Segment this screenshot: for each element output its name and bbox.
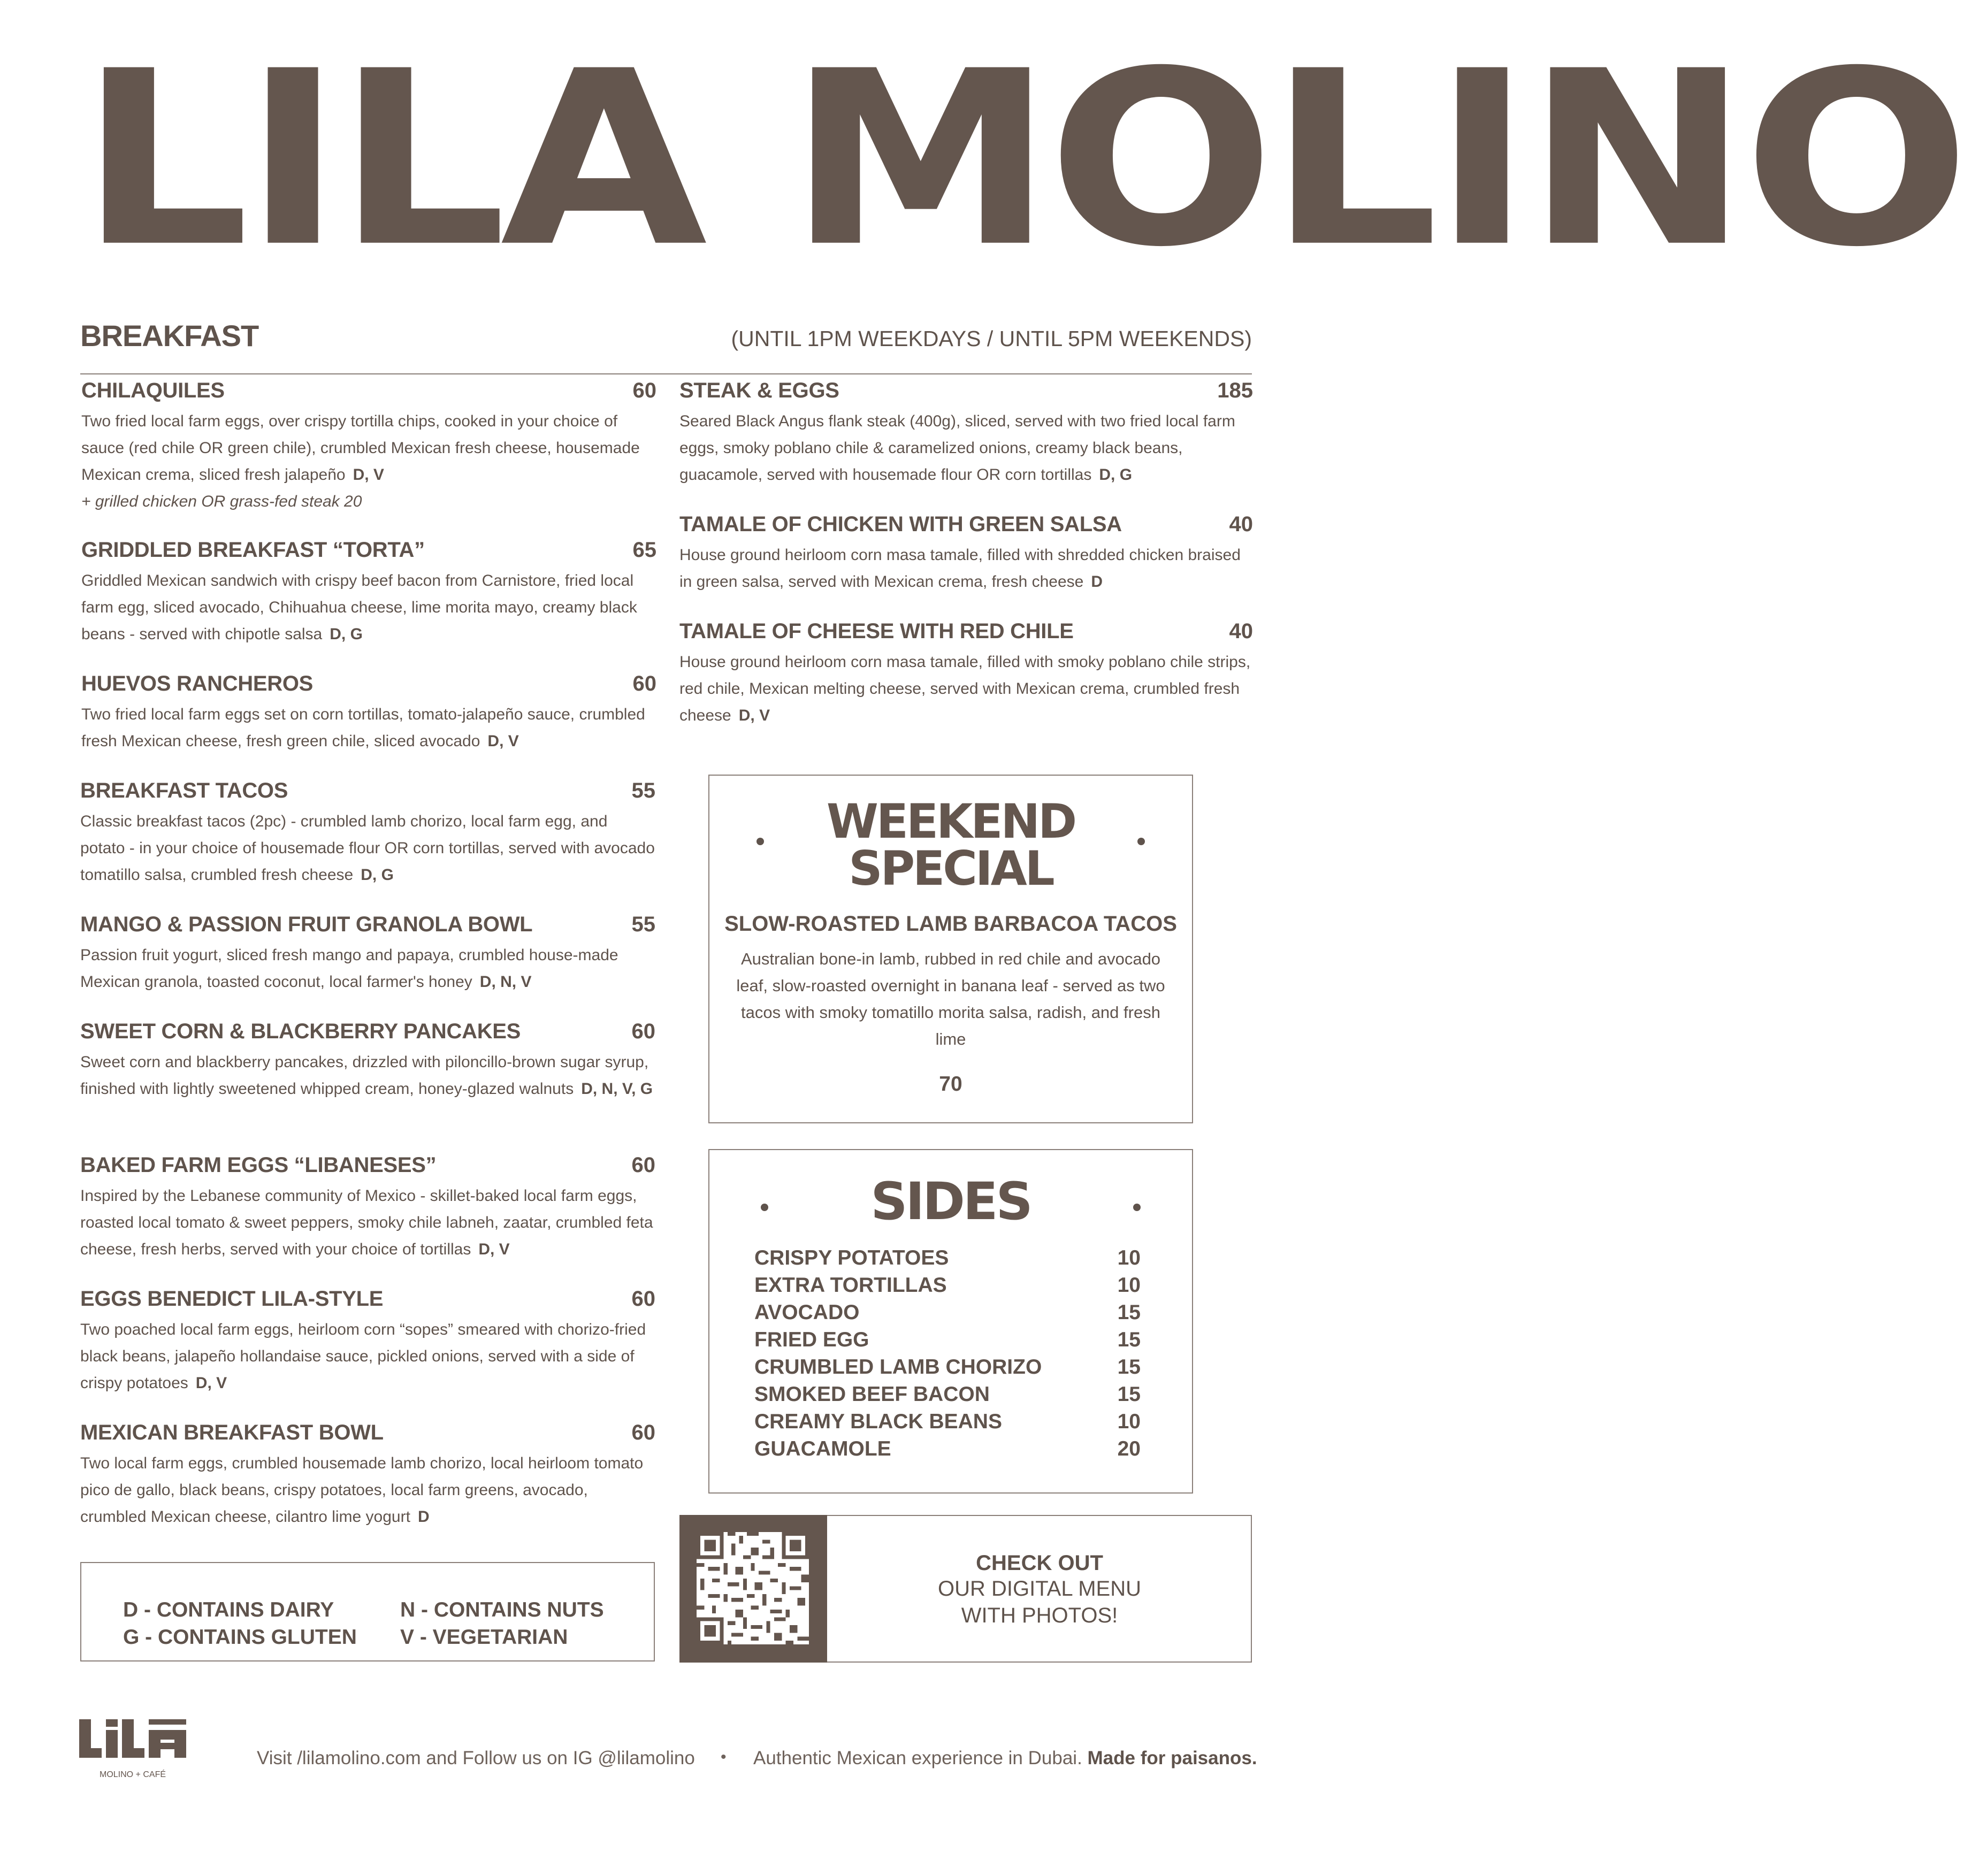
menu-item-name: BAKED FARM EGGS “LIBANESES”	[80, 1153, 437, 1177]
qr-code-icon[interactable]	[697, 1532, 809, 1644]
weekend-special-box	[708, 775, 1193, 1123]
menu-item-name: TAMALE OF CHEESE WITH RED CHILE	[679, 619, 1074, 643]
menu-item-price: 40	[1229, 512, 1253, 536]
menu-item	[80, 913, 655, 996]
header-divider	[80, 373, 1252, 374]
allergen-tags: D, N, V, G	[581, 1080, 653, 1098]
menu-item-price: 55	[631, 779, 655, 802]
menu-item-description: Sweet corn and blackberry pancakes, drizzled with piloncillo-brown sugar syrup, finished with lightly sweetened whipped cream, honey-glazed walnuts D, N, V, G	[80, 1053, 653, 1098]
logo-subtitle: MOLINO + CAFÉ	[99, 1770, 166, 1779]
digital-menu-line2: OUR DIGITAL MENU	[937, 1577, 1142, 1601]
menu-item-price: 60	[631, 1421, 655, 1444]
menu-item-description: Griddled Mexican sandwich with crispy beef bacon from Carnistore, fried local farm egg, sliced avocado, Chihuahua cheese, lime morita mayo, creamy black beans - served with chipotle salsa D, G	[81, 572, 637, 643]
weekend-special-description: Australian bone-in lamb, rubbed in red chile and avocado leaf, slow-roasted overnight in banana leaf - served as two tacos with smoky tomatillo morita salsa, radish, and fresh lime	[736, 950, 1165, 1048]
legend-dairy: D - CONTAINS DAIRY	[123, 1598, 334, 1621]
menu-item-name: MEXICAN BREAKFAST BOWL	[80, 1421, 384, 1444]
lila-logo-icon	[79, 1716, 186, 1785]
menu-item	[80, 1020, 655, 1102]
footer-visit-text[interactable]: Visit /lilamolino.com and Follow us on IG @lilamolino	[257, 1748, 695, 1768]
allergen-tags: D, G	[361, 866, 394, 884]
menu-item-price: 55	[631, 913, 655, 936]
menu-item	[679, 619, 1253, 729]
footer-tagline: Authentic Mexican experience in Dubai. Made for paisanos.	[753, 1748, 1257, 1768]
allergen-tags: D	[417, 1508, 430, 1526]
menu-item-description: Two local farm eggs, crumbled housemade lamb chorizo, local heirloom tomato pico de gallo, black beans, crispy potatoes, local farm greens, avocado, crumbled Mexican cheese, cilantro lime yogurt D	[80, 1454, 644, 1526]
footer-tagline-strong: Made for paisanos.	[1087, 1748, 1257, 1768]
digital-menu-block[interactable]	[679, 1515, 1252, 1663]
side-item: CRISPY POTATOES 10	[754, 1246, 1141, 1269]
menu-item-description: House ground heirloom corn masa tamale, filled with shredded chicken braised in green salsa, served with Mexican crema, fresh cheese D	[679, 546, 1241, 591]
side-item: SMOKED BEEF BACON 15	[754, 1383, 1141, 1406]
allergen-tags: D, V	[353, 466, 384, 484]
side-item: CREAMY BLACK BEANS 10	[754, 1410, 1141, 1433]
menu-item-price: 60	[632, 379, 656, 402]
menu-item-price: 60	[632, 672, 656, 695]
menu-item	[81, 672, 656, 755]
sides-list	[754, 1244, 1141, 1462]
menu-item-name: SWEET CORN & BLACKBERRY PANCAKES	[80, 1020, 521, 1043]
side-item: AVOCADO 15	[754, 1301, 1141, 1324]
menu-item	[81, 379, 656, 515]
menu-item-addon: + grilled chicken OR grass-fed steak 20	[81, 493, 362, 510]
allergen-tags: D, N, V	[479, 973, 532, 991]
menu-item-name: GRIDDLED BREAKFAST “TORTA”	[81, 538, 425, 562]
menu-item	[80, 1421, 655, 1530]
legend-nuts: N - CONTAINS NUTS	[400, 1598, 604, 1621]
qr-panel	[679, 1515, 827, 1663]
menu-item-name: BREAKFAST TACOS	[80, 779, 288, 802]
menu-item-description: Seared Black Angus flank steak (400g), sliced, served with two fried local farm eggs, smoky poblano chile & caramelized onions, creamy black beans, guacamole, served with housemade flour OR corn tortillas D, G	[679, 412, 1235, 484]
menu-item-description: Two fried local farm eggs, over crispy tortilla chips, cooked in your choice of sauce (red chile OR green chile), crumbled Mexican fresh cheese, housemade Mexican crema, sliced fresh jalapeño D, V	[81, 412, 640, 484]
allergen-tags: D, G	[1099, 466, 1133, 484]
digital-menu-line1: CHECK OUT	[976, 1551, 1103, 1575]
menu-item-description: Two fried local farm eggs set on corn tortillas, tomato-jalapeño sauce, crumbled fresh Mexican cheese, fresh green chile, sliced avocado D, V	[81, 706, 645, 750]
menu-item-description: Inspired by the Lebanese community of Mexico - skillet-baked local farm eggs, roasted local tomato & sweet peppers, smoky chile labneh, zaatar, crumbled feta cheese, fresh herbs, served with your choice of tortillas D, V	[80, 1187, 653, 1258]
menu-item-description: Passion fruit yogurt, sliced fresh mango and papaya, crumbled house-made Mexican granola, toasted coconut, local farmer's honey D, N, V	[80, 946, 618, 991]
menu-item-price: 40	[1229, 619, 1253, 643]
digital-menu-text	[828, 1551, 1251, 1629]
menu-item	[679, 512, 1253, 595]
section-hours: (UNTIL 1PM WEEKDAYS / UNTIL 5PM WEEKENDS)	[731, 326, 1252, 351]
menu-item-price: 185	[1217, 379, 1253, 402]
section-title: BREAKFAST	[80, 319, 259, 353]
allergen-tags: D, V	[738, 707, 770, 724]
menu-item-name: TAMALE OF CHICKEN WITH GREEN SALSA	[679, 512, 1122, 536]
legend-gluten: G - CONTAINS GLUTEN	[123, 1626, 357, 1649]
menu-item-description: House ground heirloom corn masa tamale, filled with smoky poblano chile strips, red chile, Mexican melting cheese, served with Mexican crema, crumbled fresh cheese D, V	[679, 653, 1251, 724]
menu-item	[81, 538, 656, 648]
menu-item-price: 60	[631, 1020, 655, 1043]
menu-item	[80, 1153, 655, 1263]
menu-item-description: Classic breakfast tacos (2pc) - crumbled lamb chorizo, local farm egg, and potato - in your choice of housemade flour OR corn tortillas, served with avocado tomatillo salsa, crumbled fresh cheese D, G	[80, 813, 655, 884]
side-item: CRUMBLED LAMB CHORIZO 15	[754, 1356, 1141, 1379]
side-item: FRIED EGG 15	[754, 1328, 1141, 1351]
restaurant-title: LILA MOLINO	[79, 19, 1964, 300]
menu-item	[80, 1287, 655, 1397]
legend-vegetarian: V - VEGETARIAN	[400, 1626, 568, 1649]
sides-title: SIDES	[870, 1171, 1031, 1231]
weekend-special-price: 70	[939, 1073, 962, 1096]
menu-item-price: 60	[631, 1153, 655, 1177]
allergen-tags: D	[1091, 573, 1103, 591]
menu-item-name: MANGO & PASSION FRUIT GRANOLA BOWL	[80, 913, 533, 936]
allergen-tags: D, G	[330, 625, 363, 643]
weekend-special-title: WEEKEND SPECIAL	[826, 794, 1075, 896]
allergen-tags: D, V	[478, 1241, 510, 1258]
allergen-tags: D, V	[195, 1374, 227, 1392]
menu-item-name: CHILAQUILES	[81, 379, 225, 402]
weekend-special-dish: SLOW-ROASTED LAMB BARBACOA TACOS	[724, 912, 1177, 936]
menu-item-name: STEAK & EGGS	[679, 379, 839, 402]
menu-item	[80, 779, 655, 889]
digital-menu-line3: WITH PHOTOS!	[961, 1604, 1118, 1627]
allergen-legend-box	[80, 1562, 655, 1661]
menu-item	[679, 379, 1253, 488]
footer-logo	[79, 1716, 186, 1785]
side-item: GUACAMOLE 20	[754, 1437, 1141, 1460]
sides-box	[708, 1149, 1193, 1494]
allergen-tags: D, V	[487, 732, 519, 750]
footer-separator: •	[721, 1748, 727, 1766]
menu-item-name: EGGS BENEDICT LILA-STYLE	[80, 1287, 384, 1311]
menu-item-price: 65	[632, 538, 656, 562]
menu-item-price: 60	[631, 1287, 655, 1311]
menu-item-name: HUEVOS RANCHEROS	[81, 672, 314, 695]
menu-item-description: Two poached local farm eggs, heirloom corn “sopes” smeared with chorizo-fried black beans, jalapeño hollandaise sauce, pickled onions, served with a side of crispy potatoes D, V	[80, 1321, 646, 1392]
side-item: EXTRA TORTILLAS 10	[754, 1274, 1141, 1297]
